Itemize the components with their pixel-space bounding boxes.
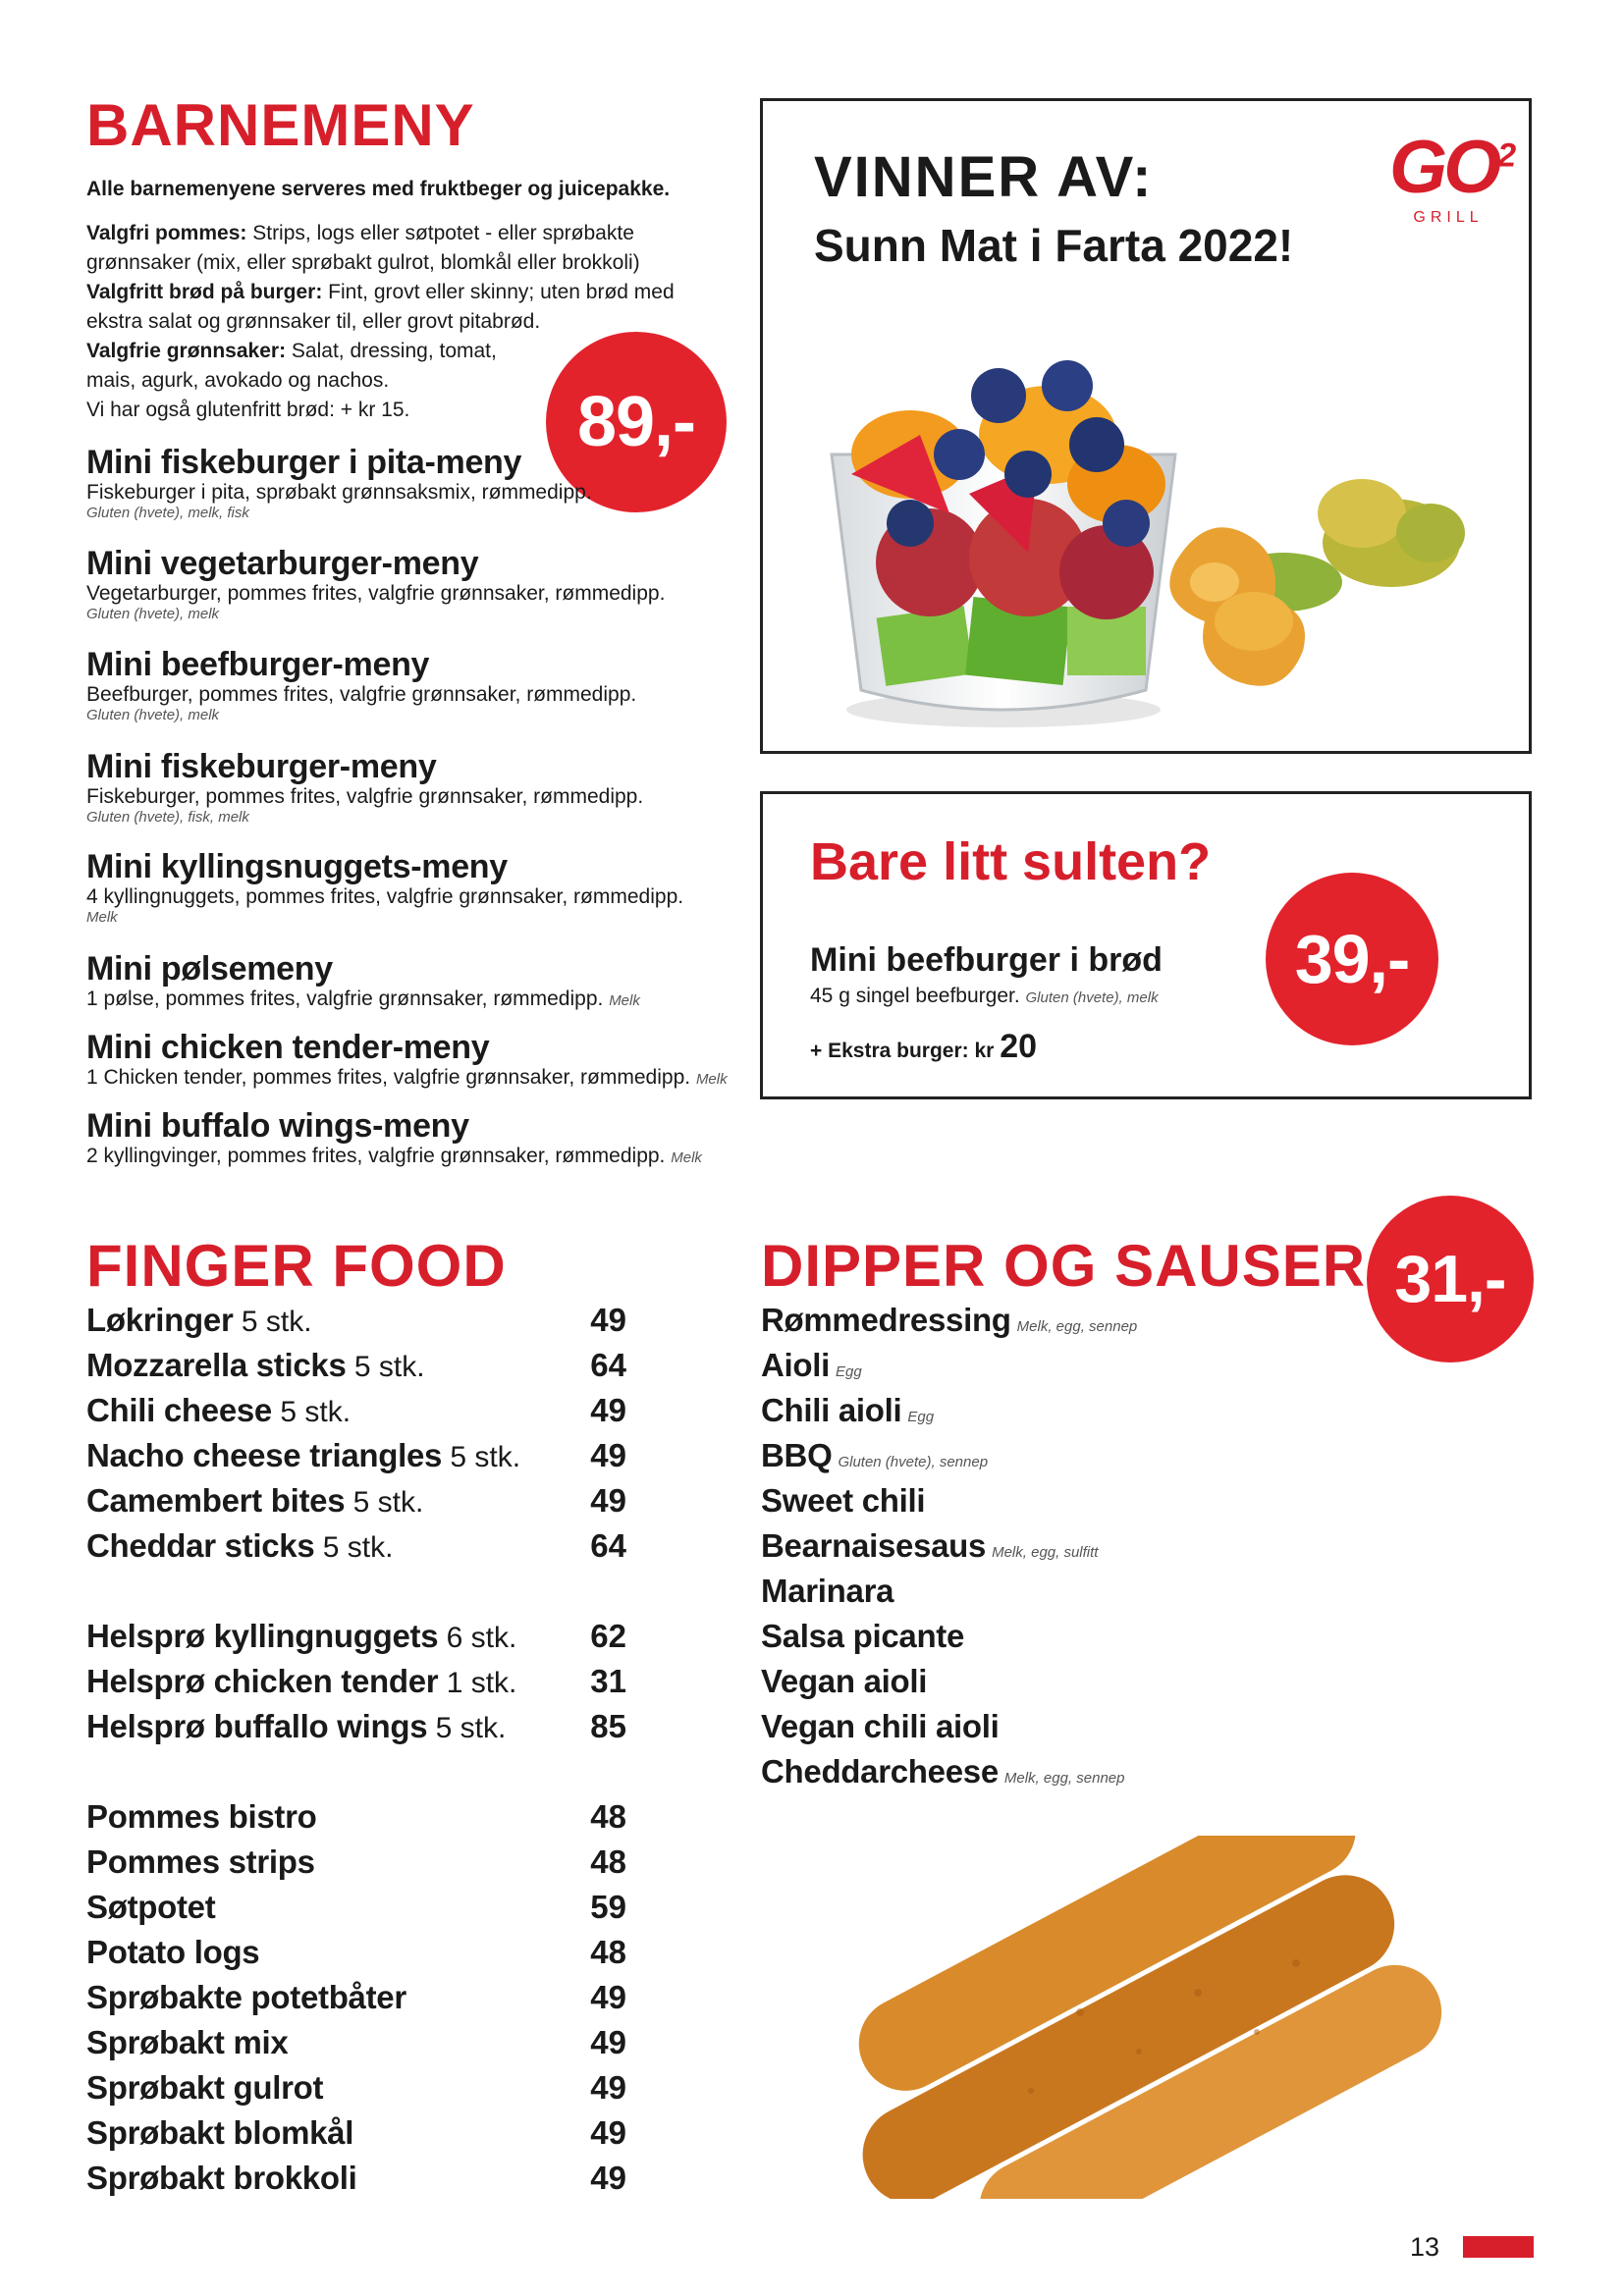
item-name: Sprøbakt mix xyxy=(86,2024,289,2060)
item-desc: Vegetarburger, pommes frites, valgfrie grønnsaker, rømmedipp. xyxy=(86,582,666,605)
dipper-price-badge: 31,- xyxy=(1367,1196,1534,1362)
dip-item xyxy=(761,1482,925,1527)
item-desc: Fiskeburger i pita, sprøbakt grønnsaksmix, rømmedipp. xyxy=(86,481,592,504)
winner-heading: VINNER AV: xyxy=(814,145,1154,209)
bare-litt-price-badge: 39,- xyxy=(1266,873,1438,1045)
barnemeny-intro xyxy=(86,175,715,204)
barnemeny-title: BARNEMENY xyxy=(86,92,475,158)
item-label xyxy=(86,1482,423,1520)
finger-food-item xyxy=(86,1934,626,1979)
item-name: Cheddar sticks xyxy=(86,1527,315,1564)
item-price: 31 xyxy=(590,1663,626,1699)
item-desc-text: 2 kyllingvinger, pommes frites, valgfrie grønnsaker, rømmedipp. xyxy=(86,1145,666,1167)
item-price: 49 xyxy=(590,1482,626,1519)
extra-burger xyxy=(810,1028,1037,1066)
bare-litt-sulten-box xyxy=(760,791,1532,1099)
dip-item xyxy=(761,1573,893,1618)
dipper-title: DIPPER OG SAUSER xyxy=(761,1233,1367,1299)
barnemeny-item xyxy=(86,545,734,623)
item-desc-text: 1 Chicken tender, pommes frites, valgfrie grønnsaker, rømmedipp. xyxy=(86,1066,691,1089)
item-name: BBQ xyxy=(761,1437,833,1473)
item-name: Sprøbakt gulrot xyxy=(86,2069,324,2106)
logo-sup: 2 xyxy=(1497,136,1513,175)
item-desc xyxy=(86,1066,734,1092)
item-allergens: Melk xyxy=(671,1149,702,1166)
finger-food-item xyxy=(86,1798,626,1843)
item-allergens: Gluten (hvete), fisk, melk xyxy=(86,809,249,826)
item-label xyxy=(86,1663,516,1700)
barnemeny-item xyxy=(86,646,734,724)
item-allergens: Gluten (hvete), sennep xyxy=(838,1454,989,1470)
finger-food-item xyxy=(86,2069,626,2114)
mozzarella-sticks-image xyxy=(785,1836,1492,2199)
item-desc xyxy=(86,1145,734,1170)
footer-accent-bar xyxy=(1463,2236,1534,2258)
item-label xyxy=(86,1392,351,1429)
finger-food-item xyxy=(86,2024,626,2069)
item-name: Mini chicken tender-meny xyxy=(86,1029,490,1066)
item-allergens: Egg xyxy=(907,1409,935,1425)
item-name: Rømmedressing xyxy=(761,1302,1011,1338)
logo-main: GO xyxy=(1389,126,1498,209)
go2-logo xyxy=(1389,126,1513,227)
item-price: 49 xyxy=(590,2024,626,2060)
item-price: 49 xyxy=(590,2069,626,2106)
item-price: 49 xyxy=(590,2114,626,2151)
logo-sub: GRILL xyxy=(1413,209,1484,226)
item-name: Pommes bistro xyxy=(86,1798,317,1835)
dip-item xyxy=(761,1437,988,1482)
finger-food-item xyxy=(86,1437,626,1482)
item-name: Sprøbakte potetbåter xyxy=(86,1979,406,2015)
item-label xyxy=(86,1302,312,1339)
dip-item xyxy=(761,1302,1137,1347)
gronn-text: Salat, dressing, tomat, mais, agurk, avokado og nachos. xyxy=(86,340,497,392)
barnemeny-item xyxy=(86,950,734,1013)
finger-food-item xyxy=(86,1347,626,1392)
item-allergens: Melk xyxy=(86,909,118,926)
item-allergens: Gluten (hvete), melk, fisk xyxy=(86,505,249,521)
dip-item xyxy=(761,1392,934,1437)
finger-food-item xyxy=(86,1663,626,1708)
item-allergens: Melk, egg, sulfitt xyxy=(992,1544,1099,1561)
item-price: 48 xyxy=(590,1843,626,1880)
item-name: Bearnaisesaus xyxy=(761,1527,987,1564)
item-name: Cheddarcheese xyxy=(761,1753,999,1789)
item-qty: 5 stk. xyxy=(314,1531,394,1564)
finger-food-item xyxy=(86,2114,626,2160)
item-name: Søtpotet xyxy=(86,1889,216,1925)
item-desc-text: 1 pølse, pommes frites, valgfrie grønnsaker, rømmedipp. xyxy=(86,988,604,1010)
item-price: 49 xyxy=(590,1302,626,1338)
item-name: Pommes strips xyxy=(86,1843,315,1880)
brod-label: Valgfritt brød på burger: xyxy=(86,281,323,303)
page-number: 13 xyxy=(1410,2232,1440,2262)
item-name: Sweet chili xyxy=(761,1482,926,1519)
item-name: Chili cheese xyxy=(86,1392,272,1428)
item-price: 64 xyxy=(590,1347,626,1383)
item-name: Aioli xyxy=(761,1347,830,1383)
item-name: Sprøbakt brokkoli xyxy=(86,2160,357,2196)
item-allergens: Egg xyxy=(836,1363,862,1380)
dip-item xyxy=(761,1708,999,1753)
item-price: 49 xyxy=(590,1392,626,1428)
dip-item xyxy=(761,1618,964,1663)
pommes-option xyxy=(86,219,715,278)
gluten-note: Vi har også glutenfritt brød: + kr 15. xyxy=(86,399,410,421)
item-allergens: Gluten (hvete), melk xyxy=(86,707,220,723)
bare-litt-title: Bare litt sulten? xyxy=(810,832,1212,891)
item-name: Helsprø kyllingnuggets xyxy=(86,1618,439,1654)
item-price: 49 xyxy=(590,1437,626,1473)
bare-litt-item-desc xyxy=(810,985,1159,1008)
finger-food-item xyxy=(86,1302,626,1347)
item-qty: 6 stk. xyxy=(438,1622,517,1654)
item-name: Mini vegetarburger-meny xyxy=(86,545,479,582)
barnemeny-item xyxy=(86,848,734,927)
gronn-label: Valgfrie grønnsaker: xyxy=(86,340,287,362)
brod-text: Fint, grovt eller skinny; uten brød med ekstra salat og grønnsaker til, eller grovt pitabrød. xyxy=(86,281,675,333)
item-label xyxy=(86,1618,516,1655)
item-qty: 5 stk. xyxy=(233,1306,312,1338)
item-desc: Fiskeburger, pommes frites, valgfrie grønnsaker, rømmedipp. xyxy=(86,785,644,808)
item-name: Nacho cheese triangles xyxy=(86,1437,443,1473)
item-price: 62 xyxy=(590,1618,626,1654)
item-name: Chili aioli xyxy=(761,1392,902,1428)
item-allergens: Melk, egg, sennep xyxy=(1016,1318,1138,1335)
pommes-label: Valgfri pommes: xyxy=(86,222,247,244)
item-allergens: Melk xyxy=(695,1071,728,1088)
logo-mark xyxy=(1389,126,1513,209)
item-price: 49 xyxy=(590,1979,626,2015)
finger-food-item xyxy=(86,1482,626,1527)
finger-food-item xyxy=(86,1708,626,1753)
item-name: Løkringer xyxy=(86,1302,234,1338)
item-name: Helsprø buffallo wings xyxy=(86,1708,428,1744)
item-allergens: Gluten (hvete), melk xyxy=(86,606,220,622)
item-allergens: Melk xyxy=(609,992,640,1009)
item-label xyxy=(86,1437,520,1474)
gronn-option xyxy=(86,337,538,396)
extra-price: 20 xyxy=(1000,1028,1038,1065)
finger-food-item xyxy=(86,1889,626,1934)
finger-food-item xyxy=(86,1979,626,2024)
winner-box xyxy=(760,98,1532,754)
item-name: Mini fiskeburger i pita-meny xyxy=(86,444,522,481)
item-label xyxy=(86,1347,425,1384)
item-name: Mini buffalo wings-meny xyxy=(86,1107,469,1145)
barnemeny-item xyxy=(86,1107,734,1170)
item-price: 59 xyxy=(590,1889,626,1925)
winner-subheading: Sunn Mat i Farta 2022! xyxy=(814,220,1294,271)
barnemeny-item xyxy=(86,444,734,522)
item-name: Marinara xyxy=(761,1573,894,1609)
item-price: 48 xyxy=(590,1798,626,1835)
item-desc: 4 kyllingnuggets, pommes frites, valgfrie grønnsaker, rømmedipp. xyxy=(86,885,684,908)
item-allergens: Melk, egg, sennep xyxy=(1003,1770,1125,1787)
dip-item xyxy=(761,1347,862,1392)
item-allergens: Gluten (hvete), melk xyxy=(1025,989,1159,1006)
item-name: Mini fiskeburger-meny xyxy=(86,748,437,785)
finger-food-item xyxy=(86,1527,626,1573)
item-label xyxy=(86,1708,506,1745)
item-desc-text: 45 g singel beefburger. xyxy=(810,985,1020,1007)
item-name: Camembert bites xyxy=(86,1482,346,1519)
finger-food-title: FINGER FOOD xyxy=(86,1233,507,1299)
finger-food-item xyxy=(86,1618,626,1663)
item-name: Vegan chili aioli xyxy=(761,1708,1000,1744)
item-name: Salsa picante xyxy=(761,1618,965,1654)
item-label xyxy=(86,1527,393,1565)
item-name: Vegan aioli xyxy=(761,1663,928,1699)
finger-food-item xyxy=(86,2160,626,2205)
finger-food-item xyxy=(86,1843,626,1889)
item-price: 85 xyxy=(590,1708,626,1744)
barnemeny-price-badge: 89,- xyxy=(546,332,727,512)
item-name: Mini kyllingsnuggets-meny xyxy=(86,848,508,885)
brod-option xyxy=(86,278,715,337)
item-qty: 1 stk. xyxy=(438,1667,517,1699)
dip-item xyxy=(761,1753,1124,1798)
item-name: Sprøbakt blomkål xyxy=(86,2114,354,2151)
item-name: Potato logs xyxy=(86,1934,260,1970)
item-qty: 5 stk. xyxy=(427,1712,507,1744)
dip-item xyxy=(761,1663,927,1708)
item-qty: 5 stk. xyxy=(272,1396,352,1428)
item-price: 64 xyxy=(590,1527,626,1564)
intro-text: Alle barnemenyene serveres med fruktbeger og juicepakke. xyxy=(86,178,671,200)
item-name: Mini pølsemeny xyxy=(86,950,333,988)
item-qty: 5 stk. xyxy=(346,1351,425,1383)
item-qty: 5 stk. xyxy=(345,1486,424,1519)
dip-item xyxy=(761,1527,1098,1573)
barnemeny-item xyxy=(86,1029,734,1092)
extra-label: + Ekstra burger: kr xyxy=(810,1040,995,1062)
barnemeny-item xyxy=(86,748,734,827)
item-price: 49 xyxy=(590,2160,626,2196)
item-name: Mozzarella sticks xyxy=(86,1347,347,1383)
item-name: Mini beefburger-meny xyxy=(86,646,430,683)
bare-litt-item-name: Mini beefburger i brød xyxy=(810,941,1163,979)
item-qty: 5 stk. xyxy=(442,1441,521,1473)
item-desc xyxy=(86,988,734,1013)
item-price: 48 xyxy=(590,1934,626,1970)
crispy-vegetables-image xyxy=(1136,425,1489,720)
finger-food-item xyxy=(86,1392,626,1437)
item-desc: Beefburger, pommes frites, valgfrie grønnsaker, rømmedipp. xyxy=(86,683,637,706)
pommes-text: Strips, logs eller søtpotet - eller sprøbakte grønnsaker (mix, eller sprøbakt gulrot, blomkål eller brokkoli) xyxy=(86,222,640,274)
item-name: Helsprø chicken tender xyxy=(86,1663,439,1699)
